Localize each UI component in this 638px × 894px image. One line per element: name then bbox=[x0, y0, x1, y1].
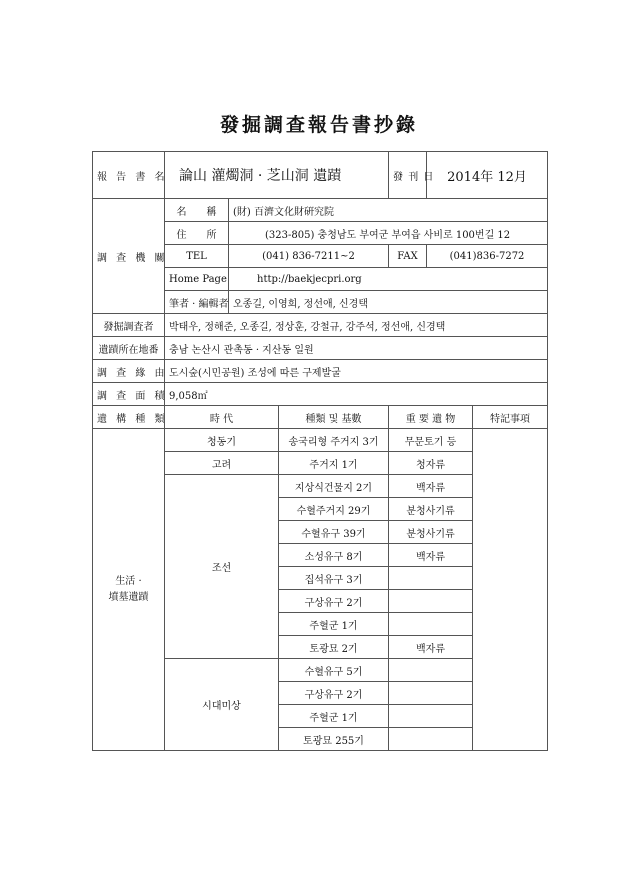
artifact-cell bbox=[389, 728, 473, 751]
period-header: 時 代 bbox=[165, 406, 279, 429]
report-title-value: 論山 灌燭洞 · 芝山洞 遺蹟 bbox=[165, 152, 389, 199]
notes-cell bbox=[473, 429, 548, 751]
agency-label: 調 查 機 關 bbox=[93, 199, 165, 314]
artifact-cell bbox=[389, 659, 473, 682]
site-location-value: 충남 논산시 관촉동 · 지산동 일원 bbox=[165, 337, 548, 360]
agency-homepage-label: Home Page bbox=[165, 268, 229, 291]
writers-value: 오종길, 이영희, 정선애, 신경택 bbox=[229, 291, 548, 314]
artifact-cell bbox=[389, 705, 473, 728]
period-cell: 고려 bbox=[165, 452, 279, 475]
survey-area-row bbox=[93, 383, 548, 406]
kind-count-cell: 토광묘 255기 bbox=[279, 728, 389, 751]
report-summary-table bbox=[92, 151, 548, 751]
kind-count-cell: 수혈유구 5기 bbox=[279, 659, 389, 682]
excavators-row bbox=[93, 314, 548, 337]
artifact-cell: 백자류 bbox=[389, 636, 473, 659]
page-title: 發掘調查報告書抄錄 bbox=[219, 114, 418, 136]
period-cell: 시대미상 bbox=[165, 659, 279, 751]
artifact-cell bbox=[389, 567, 473, 590]
period-cell: 청동기 bbox=[165, 429, 279, 452]
agency-address-label: 住 所 bbox=[165, 222, 229, 245]
kind-count-cell: 구상유구 2기 bbox=[279, 590, 389, 613]
agency-name-value: (財) 百濟文化財硏究院 bbox=[229, 199, 548, 222]
remains-type-cell bbox=[93, 429, 165, 751]
notes-header: 特記事項 bbox=[473, 406, 548, 429]
remains-header-row bbox=[93, 406, 548, 429]
kind-count-cell: 토광묘 2기 bbox=[279, 636, 389, 659]
agency-name-label: 名 稱 bbox=[165, 199, 229, 222]
remains-type-header: 遺 構 種 類 bbox=[93, 406, 165, 429]
kind-count-cell: 수혈유구 39기 bbox=[279, 521, 389, 544]
survey-area-value: 9,058㎡ bbox=[165, 383, 548, 406]
site-location-label: 遺蹟所在地番 bbox=[93, 337, 165, 360]
kind-count-cell: 수혈주거지 29기 bbox=[279, 498, 389, 521]
agency-address-value: (323-805) 충청남도 부여군 부여읍 사비로 100번길 12 bbox=[229, 222, 548, 245]
remains-row bbox=[93, 429, 548, 452]
artifact-cell: 백자류 bbox=[389, 544, 473, 567]
report-title-label: 報 告 書 名 bbox=[93, 152, 165, 199]
artifact-cell bbox=[389, 590, 473, 613]
artifact-cell: 분청사기류 bbox=[389, 498, 473, 521]
kind-count-cell: 주혈군 1기 bbox=[279, 613, 389, 636]
remains-type-line1: 生活 · bbox=[115, 575, 142, 587]
writers-label: 筆者 · 編輯者 bbox=[165, 291, 229, 314]
report-row bbox=[93, 152, 548, 199]
agency-tel-value: (041) 836-7211~2 bbox=[229, 245, 389, 268]
artifacts-header: 重 要 遺 物 bbox=[389, 406, 473, 429]
survey-reason-value: 도시숲(시민공원) 조성에 따른 구제발굴 bbox=[165, 360, 548, 383]
agency-fax-label: FAX bbox=[389, 245, 427, 268]
remains-type-line2: 墳墓遺蹟 bbox=[108, 591, 149, 603]
artifact-cell: 무문토기 등 bbox=[389, 429, 473, 452]
artifact-cell bbox=[389, 682, 473, 705]
kind-count-cell: 구상유구 2기 bbox=[279, 682, 389, 705]
kind-count-cell: 주혈군 1기 bbox=[279, 705, 389, 728]
agency-homepage-value: http://baekjecpri.org bbox=[229, 268, 548, 291]
agency-fax-value: (041)836-7272 bbox=[427, 245, 548, 268]
agency-tel-label: TEL bbox=[165, 245, 229, 268]
artifact-cell: 분청사기류 bbox=[389, 521, 473, 544]
survey-area-label: 調 查 面 積 bbox=[93, 383, 165, 406]
kind-count-header: 種類 및 基數 bbox=[279, 406, 389, 429]
publish-date-value: 2014年 12月 bbox=[427, 152, 548, 199]
artifact-cell: 백자류 bbox=[389, 475, 473, 498]
artifact-cell: 청자류 bbox=[389, 452, 473, 475]
artifact-cell bbox=[389, 613, 473, 636]
kind-count-cell: 송국리형 주거지 3기 bbox=[279, 429, 389, 452]
kind-count-cell: 소성유구 8기 bbox=[279, 544, 389, 567]
kind-count-cell: 주거지 1기 bbox=[279, 452, 389, 475]
site-location-row bbox=[93, 337, 548, 360]
excavators-value: 박태우, 정해준, 오종길, 정상훈, 강철규, 강주석, 정선애, 신경택 bbox=[165, 314, 548, 337]
excavators-label: 發掘調査者 bbox=[93, 314, 165, 337]
publish-date-label: 發 刊 日 bbox=[389, 152, 427, 199]
survey-reason-label: 調 查 緣 由 bbox=[93, 360, 165, 383]
kind-count-cell: 지상식건물지 2기 bbox=[279, 475, 389, 498]
period-cell: 조선 bbox=[165, 475, 279, 659]
kind-count-cell: 집석유구 3기 bbox=[279, 567, 389, 590]
agency-name-row bbox=[93, 199, 548, 222]
survey-reason-row bbox=[93, 360, 548, 383]
